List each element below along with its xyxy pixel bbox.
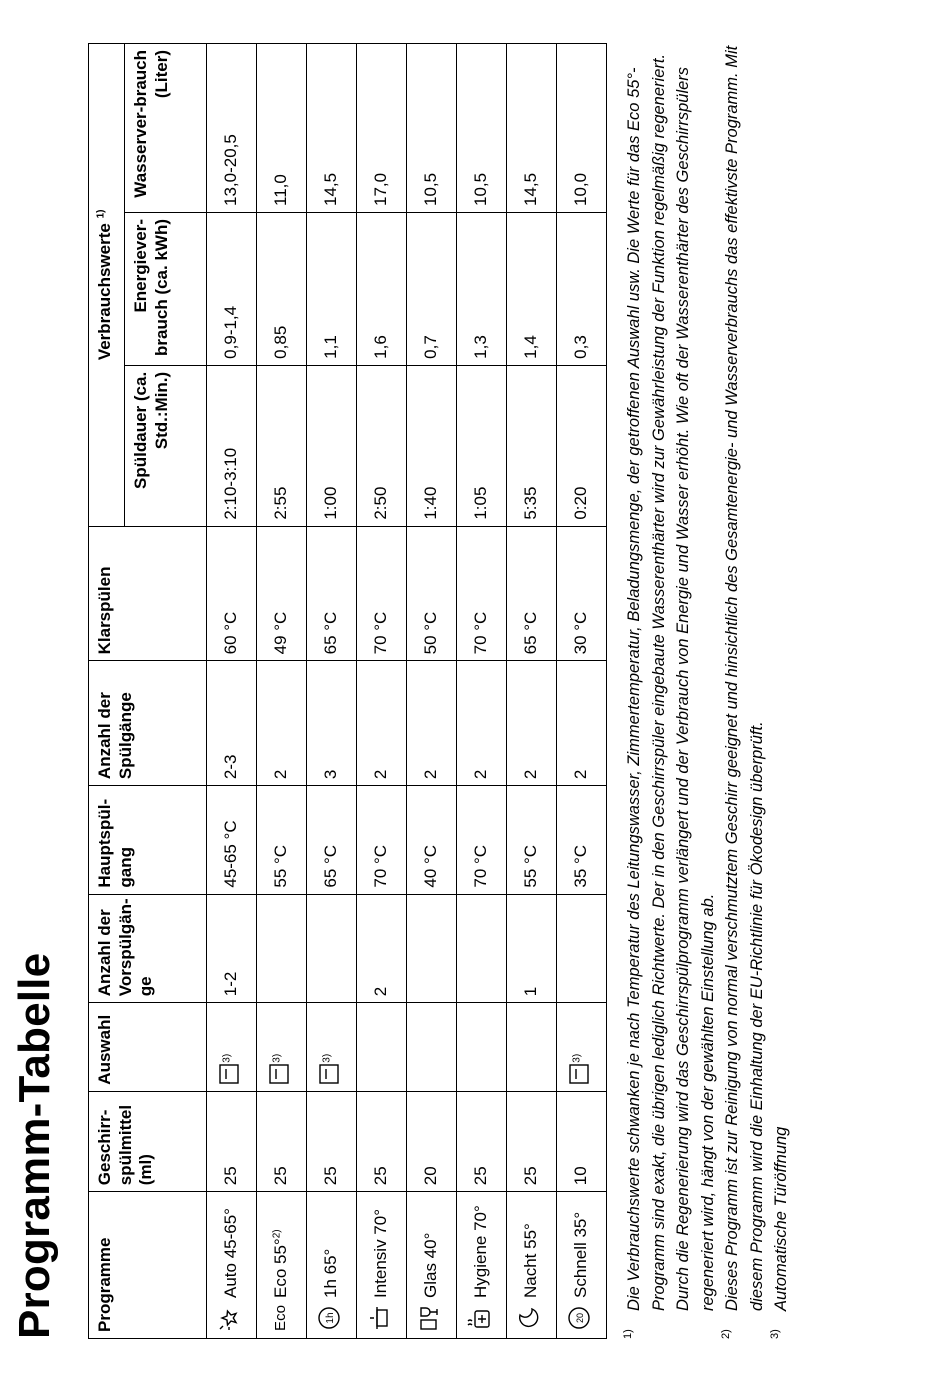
header-spuelgaenge: Anzahl der Spülgänge — [89, 661, 207, 786]
cell-spuelmittel: 25 — [307, 1091, 357, 1192]
cell-spueldauer: 2:50 — [357, 365, 407, 526]
cell-klarspuelen: 70 °C — [457, 526, 507, 661]
header-energie: Energiever-brauch (ca. kWh) — [125, 213, 207, 366]
cell-auswahl — [257, 1003, 307, 1091]
program-name: Intensiv 70° — [370, 1208, 390, 1298]
cell-programme — [507, 1192, 557, 1339]
door-open-icon — [318, 1063, 346, 1085]
cell-energie: 0,3 — [557, 213, 607, 366]
table-row — [307, 44, 357, 1339]
cell-klarspuelen: 70 °C — [357, 526, 407, 661]
cell-programme — [357, 1192, 407, 1339]
cell-spueldauer: 1:05 — [457, 365, 507, 526]
cell-hauptspuelgang: 55 °C — [257, 786, 307, 895]
header-vorspuelgaenge: Anzahl der Vorspülgän-ge — [89, 894, 207, 1003]
cell-klarspuelen: 65 °C — [507, 526, 557, 661]
cell-spueldauer: 1:40 — [407, 365, 457, 526]
cell-spueldauer: 2:10-3:10 — [207, 365, 257, 526]
program-name: Glas 40° — [420, 1232, 440, 1298]
moon-icon — [517, 1304, 546, 1332]
cell-auswahl — [507, 1003, 557, 1091]
table-body — [207, 44, 607, 1339]
program-name: Nacht 55° — [520, 1223, 540, 1298]
twenty-min-icon — [567, 1304, 596, 1332]
cell-spuelgaenge: 2-3 — [207, 661, 257, 786]
cell-vorspuelgaenge: 1 — [507, 894, 557, 1003]
cell-klarspuelen: 65 °C — [307, 526, 357, 661]
door-open-icon — [568, 1063, 596, 1085]
cell-wasser: 17,0 — [357, 44, 407, 213]
cell-vorspuelgaenge: 2 — [357, 894, 407, 1003]
cell-programme — [557, 1192, 607, 1339]
cell-energie: 1,6 — [357, 213, 407, 366]
footnote — [769, 39, 794, 1339]
cell-wasser: 14,5 — [307, 44, 357, 213]
cell-hauptspuelgang: 70 °C — [457, 786, 507, 895]
cell-vorspuelgaenge — [457, 894, 507, 1003]
cell-energie: 1,3 — [457, 213, 507, 366]
program-name: Schnell 35° — [570, 1211, 590, 1298]
cell-spuelmittel: 25 — [257, 1091, 307, 1192]
program-name: 1h 65° — [320, 1248, 340, 1298]
cell-hauptspuelgang: 55 °C — [507, 786, 557, 895]
cell-spuelgaenge: 2 — [457, 661, 507, 786]
door-open-icon — [268, 1063, 296, 1085]
cell-auswahl — [357, 1003, 407, 1091]
cell-wasser: 10,5 — [407, 44, 457, 213]
cell-auswahl — [307, 1003, 357, 1091]
cell-spuelgaenge: 3 — [307, 661, 357, 786]
program-name: Eco 55° — [271, 1238, 291, 1298]
auswahl-note: 3) — [321, 1053, 333, 1063]
cell-klarspuelen: 60 °C — [207, 526, 257, 661]
footnote-mark: 1) — [622, 1329, 634, 1339]
footnote-mark: 2) — [720, 1329, 732, 1339]
header-spuelmittel: Geschirr-spülmittel (ml) — [89, 1091, 207, 1192]
cell-energie: 0,9-1,4 — [207, 213, 257, 366]
program-note: 2) — [271, 1229, 283, 1239]
cell-programme — [207, 1192, 257, 1339]
program-name: Auto 45-65° — [220, 1208, 240, 1298]
cell-auswahl — [207, 1003, 257, 1091]
pot-icon — [367, 1304, 396, 1332]
header-klarspuelen: Klarspülen — [89, 526, 207, 661]
footnote-text: Automatische Türöffnung — [772, 1126, 790, 1311]
page-title: Programm-Tabelle — [10, 952, 59, 1339]
cell-spuelgaenge: 2 — [257, 661, 307, 786]
cell-hauptspuelgang: 65 °C — [307, 786, 357, 895]
cell-hauptspuelgang: 40 °C — [407, 786, 457, 895]
hygiene-plus-icon — [466, 1304, 497, 1332]
cell-spuelgaenge: 2 — [357, 661, 407, 786]
header-row-1 — [89, 44, 125, 1339]
auto-star-icon — [217, 1304, 246, 1332]
cell-vorspuelgaenge — [257, 894, 307, 1003]
table-row — [357, 44, 407, 1339]
cell-spueldauer: 5:35 — [507, 365, 557, 526]
cell-spuelmittel: 25 — [457, 1091, 507, 1192]
table-row — [207, 44, 257, 1339]
cell-spuelgaenge: 2 — [557, 661, 607, 786]
cell-spueldauer: 1:00 — [307, 365, 357, 526]
footnote — [622, 39, 720, 1339]
door-open-icon — [218, 1063, 246, 1085]
program-table — [88, 43, 607, 1339]
cell-vorspuelgaenge: 1-2 — [207, 894, 257, 1003]
cell-hauptspuelgang: 35 °C — [557, 786, 607, 895]
program-name: Hygiene 70° — [470, 1205, 490, 1298]
footnote-mark: 3) — [769, 1329, 781, 1339]
cell-programme — [307, 1192, 357, 1339]
cell-klarspuelen: 49 °C — [257, 526, 307, 661]
cell-wasser: 10,5 — [457, 44, 507, 213]
header-verbrauchswerte-note: 1) — [95, 209, 107, 219]
header-spueldauer: Spüldauer (ca. Std.:Min.) — [125, 365, 207, 526]
cell-spueldauer: 0:20 — [557, 365, 607, 526]
one-hour-icon — [317, 1304, 346, 1332]
cell-wasser: 14,5 — [507, 44, 557, 213]
auswahl-note: 3) — [271, 1053, 283, 1063]
cell-spuelmittel: 25 — [207, 1091, 257, 1192]
header-auswahl: Auswahl — [89, 1003, 207, 1091]
cell-hauptspuelgang: 45-65 °C — [207, 786, 257, 895]
header-verbrauchswerte-label: Verbrauchswerte — [95, 223, 114, 361]
cell-spueldauer: 2:55 — [257, 365, 307, 526]
cell-spuelmittel: 25 — [507, 1091, 557, 1192]
header-verbrauchswerte — [89, 44, 125, 527]
cell-energie: 0,85 — [257, 213, 307, 366]
cell-auswahl — [457, 1003, 507, 1091]
table-row — [257, 44, 307, 1339]
cell-spuelmittel: 25 — [357, 1091, 407, 1192]
program-label-icon: Eco — [272, 1305, 290, 1331]
cell-energie: 1,1 — [307, 213, 357, 366]
table-row — [507, 44, 557, 1339]
svg-text:1h: 1h — [324, 1312, 336, 1324]
auswahl-note: 3) — [571, 1053, 583, 1063]
cell-spuelgaenge: 2 — [407, 661, 457, 786]
cell-vorspuelgaenge — [557, 894, 607, 1003]
cell-wasser: 13,0-20,5 — [207, 44, 257, 213]
header-hauptspuelgang: Hauptspül-gang — [89, 786, 207, 895]
cell-auswahl — [407, 1003, 457, 1091]
footnote-text: Dieses Programm ist zur Reinigung von normal verschmutztem Geschirr geeignet und hinsichtlich des Gesamtenergie- und Wasserverbrauchs das effektivste Programm. Mit diesem Programm wird die Einhaltung der EU-Richtlinie für Ökodesign überprüft. — [723, 45, 766, 1311]
table-row — [457, 44, 507, 1339]
cell-auswahl — [557, 1003, 607, 1091]
header-wasser: Wasserver-brauch (Liter) — [125, 44, 207, 213]
table-row — [557, 44, 607, 1339]
glass-icon — [417, 1304, 446, 1332]
cell-spuelmittel: 10 — [557, 1091, 607, 1192]
cell-vorspuelgaenge — [407, 894, 457, 1003]
auswahl-note: 3) — [221, 1053, 233, 1063]
cell-hauptspuelgang: 70 °C — [357, 786, 407, 895]
cell-klarspuelen: 50 °C — [407, 526, 457, 661]
header-programme: Programme — [89, 1192, 207, 1339]
cell-wasser: 10,0 — [557, 44, 607, 213]
cell-wasser: 11,0 — [257, 44, 307, 213]
cell-energie: 0,7 — [407, 213, 457, 366]
svg-text:20: 20 — [574, 1312, 585, 1324]
cell-programme — [457, 1192, 507, 1339]
cell-energie: 1,4 — [507, 213, 557, 366]
table-row — [407, 44, 457, 1339]
cell-programme — [257, 1192, 307, 1339]
cell-spuelmittel: 20 — [407, 1091, 457, 1192]
footnote — [720, 39, 769, 1339]
cell-klarspuelen: 30 °C — [557, 526, 607, 661]
cell-programme — [407, 1192, 457, 1339]
cell-vorspuelgaenge — [307, 894, 357, 1003]
cell-spuelgaenge: 2 — [507, 661, 557, 786]
footnote-text: Die Verbrauchswerte schwanken je nach Temperatur des Leitungswasser, Zimmertemperatur, Beladungsmenge, der getroffenen Auswahl usw. Die Werte für das Eco 55°-Programm sind exakt, die übrigen lediglich Richtwerte. Der in den Geschirrspüler eingebaute Wasserenthärter wird zur Gewährleistung der Funktion regelmäßig regeneriert. Durch die Regenerierung wird das Geschirrspülprogramm verlängert und der Verbrauch von Energie und Wasser erhöht. Wie oft der Wasserenthärter des Geschirrspülers regeneriert wird, hängt von der gewählten Einstellung ab. — [625, 53, 717, 1311]
footnotes — [622, 39, 794, 1339]
